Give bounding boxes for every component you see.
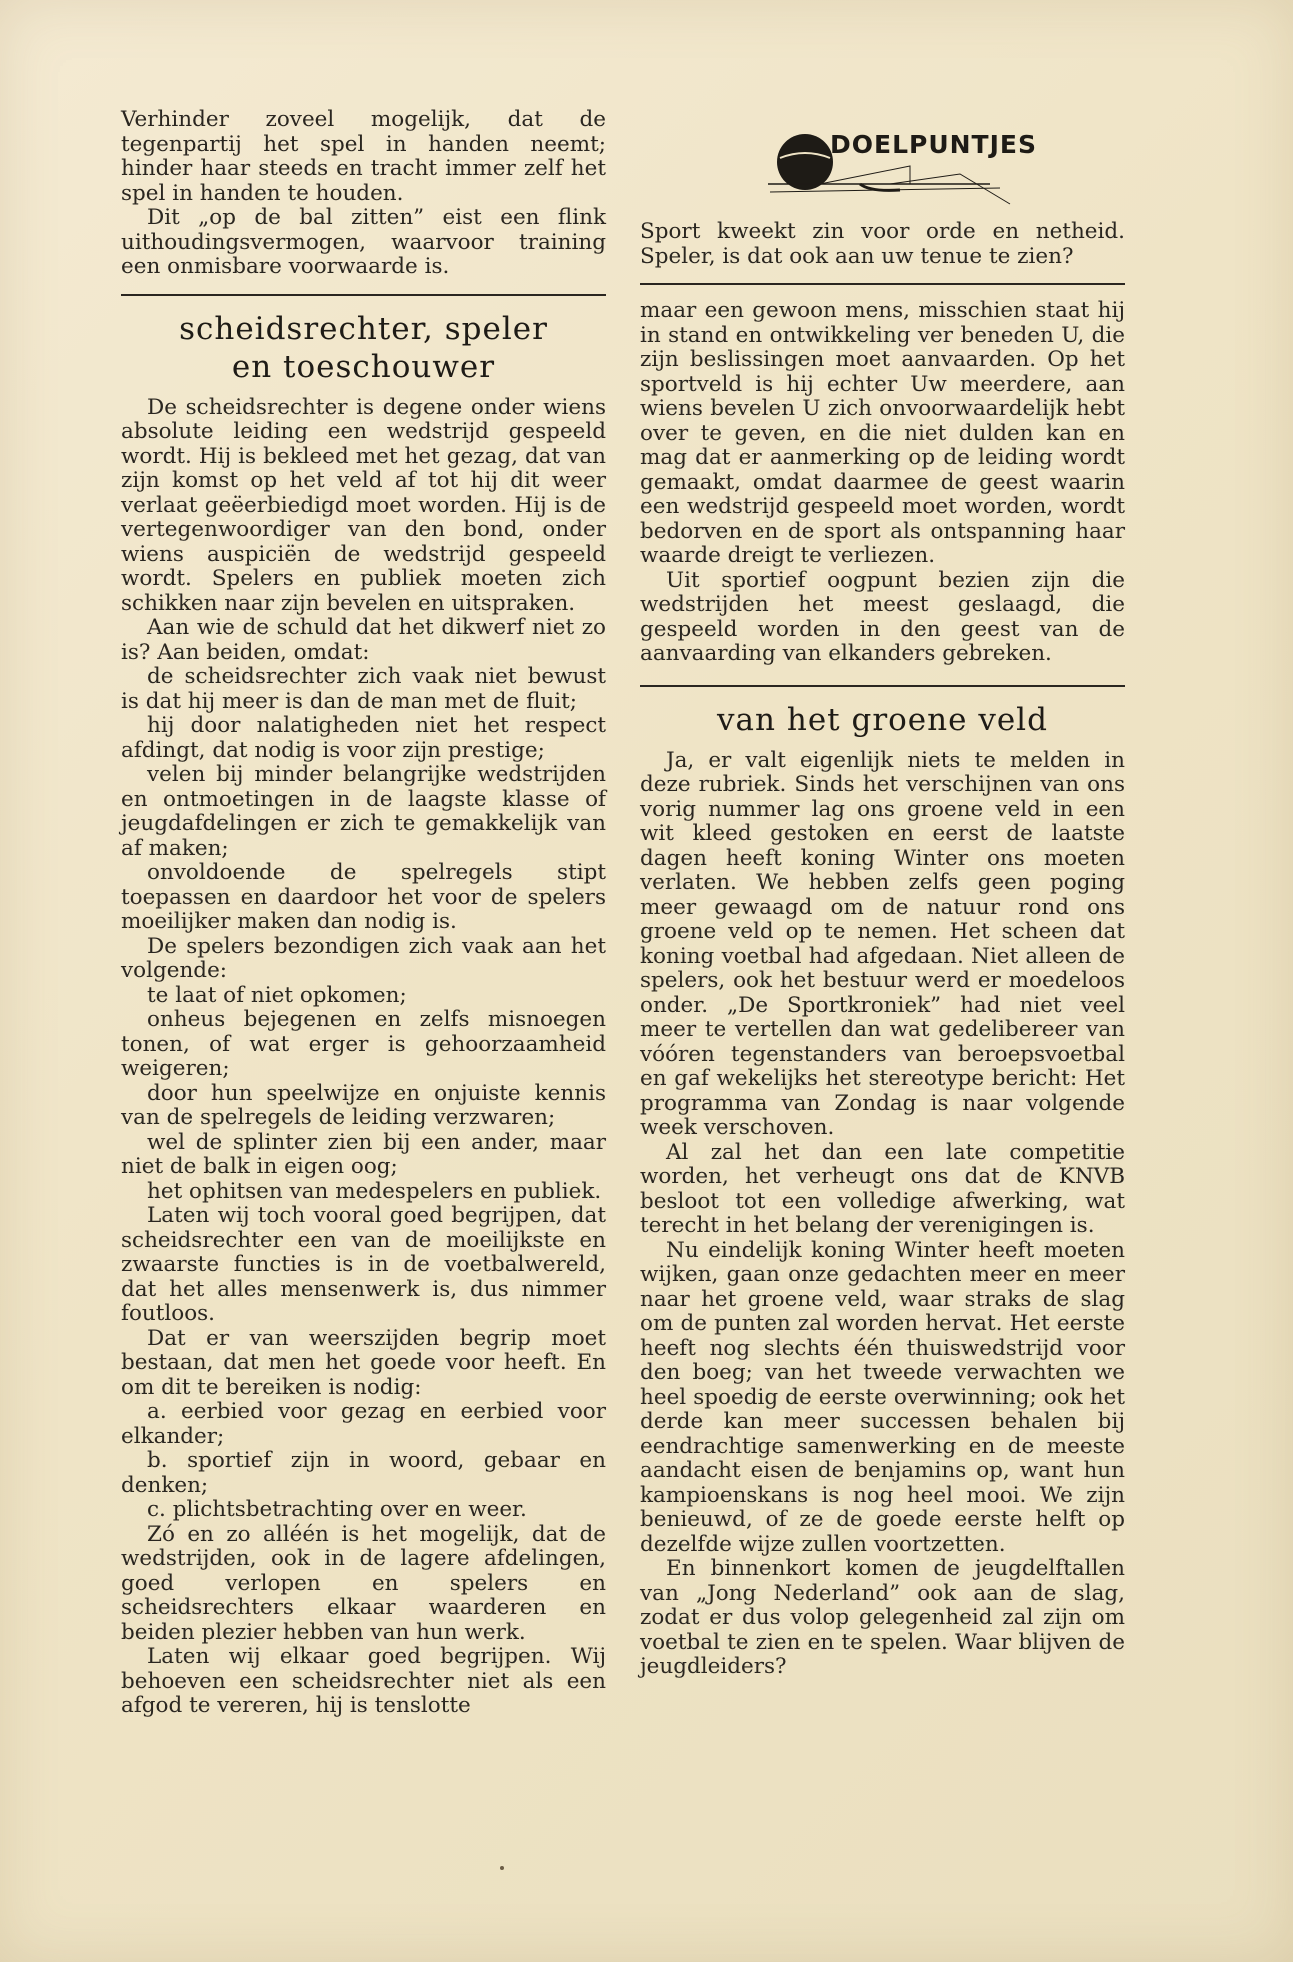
list-item: de scheidsrechter zich vaak niet bewust is dat hij meer is dan de man met de fluit; xyxy=(121,664,606,714)
doelpuntjes-logo xyxy=(640,108,1125,216)
intro-paragraph: Verhinder zoveel mogelijk, dat de tegenpartij het spel in handen neemt; hinder haar steeds en tracht immer zelf het spel in handen te houden. xyxy=(121,107,606,206)
list-item: b. sportief zijn in woord, gebaar en denken; xyxy=(121,1448,606,1498)
logo-wordmark: DOELPUNTJES xyxy=(830,130,1037,159)
section-divider xyxy=(640,685,1125,687)
article-title xyxy=(121,310,606,386)
article-title-line: scheidsrechter, speler xyxy=(179,310,548,347)
article-paragraph: Zó en zo alléén is het mogelijk, dat de wedstrijden, ook in de lagere afdelingen, goed verlopen en spelers en scheidsrechters elkaar waarderen en beiden plezier hebben van hun werk. xyxy=(121,1521,606,1645)
right-column xyxy=(640,108,1125,1680)
intro-paragraph: Dit „op de bal zitten” eist een flink uithoudingsvermogen, waarvoor training een onmisbare voorwaarde is. xyxy=(121,205,606,279)
article-paragraph: En binnenkort komen de jeugdelftallen van „Jong Nederland” ook aan de slag, zodat er dus volop gelegenheid zal zijn om voetbal te zien en te spelen. Waar blijven de jeugdleiders? xyxy=(640,1556,1125,1679)
article-title: van het groene veld xyxy=(717,701,1048,738)
football-icon xyxy=(760,114,1020,214)
article-title-line: en toeschouwer xyxy=(231,348,496,385)
doelpuntjes-text: Sport kweekt zin voor orde en netheid. Speler, is dat ook aan uw tenue te zien? xyxy=(640,219,1125,269)
list-item: onvoldoende de spelregels stipt toepassen en daardoor het voor de spelers moeilijker maken dan nodig is. xyxy=(121,860,606,934)
article-paragraph: De scheidsrechter is degene onder wiens absolute leiding een wedstrijd gespeeld wordt. Hij is bekleed met het gezag, dat van zijn komst op het veld af tot hij dit weer verlaat geëerbiedigd moet worden. Hij is de vertegenwoordiger van den bond, onder wiens auspiciën de wedstrijd gespeeld wordt. Spelers en publiek moeten zich schikken naar zijn bevelen en uitspraken. xyxy=(121,394,606,616)
article-paragraph: Uit sportief oogpunt bezien zijn die wedstrijden het meest geslaagd, die gespeeld worden in den geest van de aanvaarding van elkanders gebreken. xyxy=(640,567,1125,666)
page-mark xyxy=(500,1866,504,1870)
list-item: velen bij minder belangrijke wedstrijden en ontmoetingen in de laagste klasse of jeugdafdelingen er zich te gemakkelijk van af maken; xyxy=(121,762,606,861)
section-divider xyxy=(121,294,606,296)
list-item: a. eerbied voor gezag en eerbied voor elkander; xyxy=(121,1399,606,1449)
article-paragraph: Ja, er valt eigenlijk niets te melden in deze rubriek. Sinds het verschijnen van ons vorig nummer lag ons groene veld in een wit kleed gestoken en eerst de laatste dagen heeft koning Winter ons moeten verlaten. We hebben zelfs geen poging meer gewaagd om de natuur rond ons groene veld op te nemen. Het scheen dat koning voetbal had afgedaan. Niet alleen de spelers, ook het bestuur werd er moedeloos onder. „De Sportkroniek” had niet veel meer te vertellen dan wat gedelibereer van vóóren tegenstanders van beroepsvoetbal en gaf wekelijks het stereotype bericht: Het programma van Zondag is naar volgende week verschoven. xyxy=(640,747,1125,1140)
list-item: onheus bejegenen en zelfs misnoegen tonen, of wat erger is gehoorzaamheid weigeren; xyxy=(121,1007,606,1081)
list-item: te laat of niet opkomen; xyxy=(147,982,407,1008)
article-paragraph: maar een gewoon mens, misschien staat hij in stand en ontwikkeling ver beneden U, die zijn beslissingen moet aanvaarden. Op het sportveld is hij echter Uw meerdere, aan wiens bevelen U zich onvoorwaardelijk hebt over te geven, en die niet dulden kan en mag dat er aanmerking op de leiding wordt gemaakt, omdat daarmee de geest waarin een wedstrijd gespeeld moet worden, wordt bedorven en de sport als ontspanning haar waarde dreigt te verliezen. xyxy=(640,298,1125,568)
list-item: wel de splinter zien bij een ander, maar niet de balk in eigen oog; xyxy=(121,1129,606,1179)
article-paragraph: Dat er van weerszijden begrip moet bestaan, dat men het goede voor heeft. En om dit te bereiken is nodig: xyxy=(121,1325,606,1400)
list-item: het ophitsen van medespelers en publiek. xyxy=(147,1178,602,1204)
article-paragraph: Al zal het dan een late competitie worden, het verheugt ons dat de KNVB besloot tot een volledige afwerking, wat terecht in het belang der verenigingen is. xyxy=(640,1139,1125,1238)
article-paragraph: Laten wij elkaar goed begrijpen. Wij behoeven een scheidsrechter niet als een afgod te vereren, hij is tenslotte xyxy=(121,1644,606,1718)
article-paragraph: Nu eindelijk koning Winter heeft moeten wijken, gaan onze gedachten meer en meer naar het groene veld, waar straks de slag om de punten zal worden hervat. Het eerste heeft nog slechts één thuiswedstrijd voor den boeg; van het tweede verwachten we heel spoedig de eerste overwinning; ook het derde kan meer successen behalen bij eendrachtige samenwerking en de meeste aandacht eisen de benjamins op, want hun kampioenskans is nog heel mooi. We zijn benieuwd, of ze de goede eerste helft op dezelfde wijze zullen voortzetten. xyxy=(640,1237,1125,1557)
article-paragraph: Laten wij toch vooral goed begrijpen, dat scheidsrechter een van de moeilijkste en zwaarste functies is in de voetbalwereld, dat het alles mensenwerk is, dus nimmer foutloos. xyxy=(121,1203,606,1326)
section-divider xyxy=(640,283,1125,285)
list-item: hij door nalatigheden niet het respect afdingt, dat nodig is voor zijn prestige; xyxy=(121,713,606,763)
list-item: c. plichtsbetrachting over en weer. xyxy=(147,1497,527,1522)
list-item: door hun speelwijze en onjuiste kennis van de spelregels de leiding verzwaren; xyxy=(121,1080,606,1130)
article-paragraph: Aan wie de schuld dat het dikwerf niet zo is? Aan beiden, omdat: xyxy=(121,615,606,665)
left-column xyxy=(121,108,606,1719)
article-paragraph: De spelers bezondigen zich vaak aan het volgende: xyxy=(121,933,606,983)
